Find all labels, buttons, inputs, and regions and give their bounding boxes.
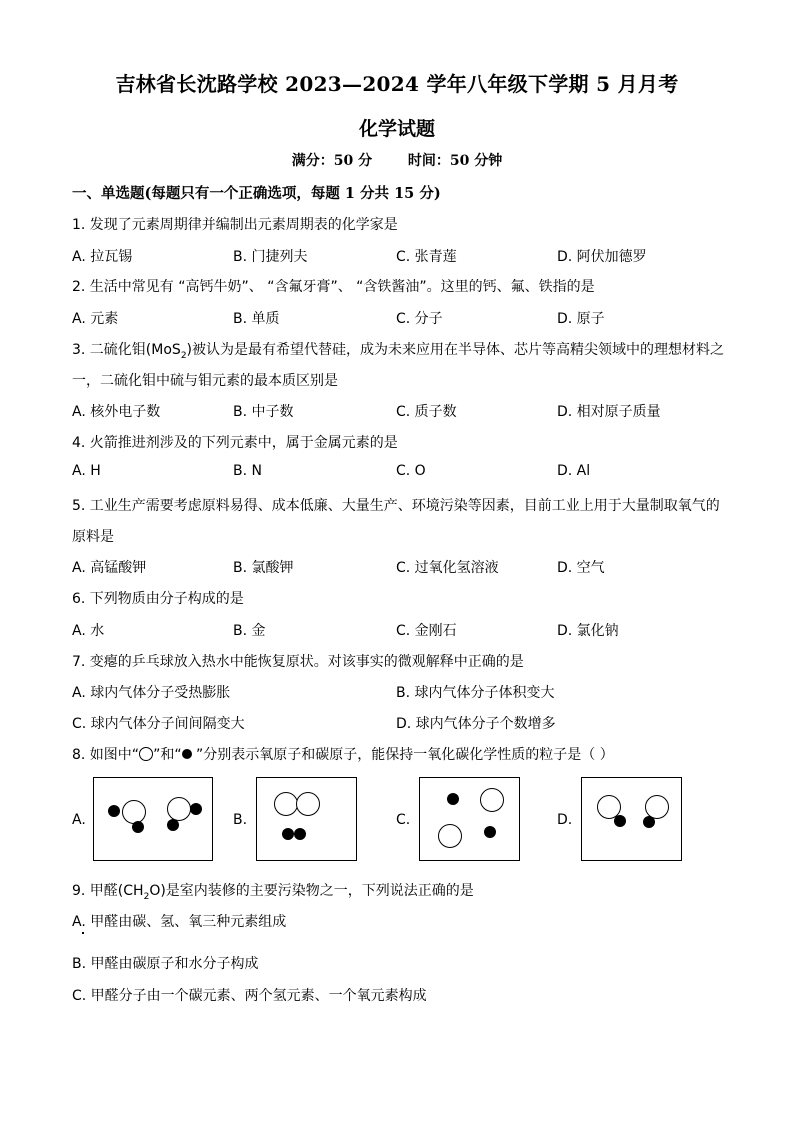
q8-option-b-diagram <box>256 777 357 861</box>
q9-option-a: A. 甲醛由碳、氢、氧三种元素组成 <box>72 914 287 930</box>
q7-option-a: A. 球内气体分子受热膨胀 <box>72 685 231 701</box>
carbon-atom-icon <box>167 819 179 831</box>
carbon-atom-legend-icon <box>182 749 192 759</box>
exam-info <box>0 150 794 170</box>
q3-option-a: A. 核外电子数 <box>72 404 161 420</box>
q5-option-b: B. 氯酸钾 <box>233 560 294 576</box>
q3-option-b: B. 中子数 <box>233 404 294 420</box>
q4-option-b: B. N <box>233 463 262 479</box>
q8-option-c-label: C. <box>396 812 411 828</box>
q8-option-c-diagram <box>419 777 520 861</box>
oxygen-atom-icon <box>480 788 504 812</box>
q1-option-a: A. 拉瓦锡 <box>72 249 133 265</box>
q6-option-a: A. 水 <box>72 623 105 639</box>
question-4-stem: 4. 火箭推进剂涉及的下列元素中，属于金属元素的是 <box>72 435 398 451</box>
q3-option-c: C. 质子数 <box>396 404 457 420</box>
stray-mark <box>82 932 84 934</box>
q4-option-d: D. Al <box>557 463 591 479</box>
carbon-atom-icon <box>108 805 120 817</box>
question-9-stem: 9. 甲醛$(CH_2O)$是室内装修的主要污染物之一，下列说法正确的是 <box>72 883 474 902</box>
q2-option-b: B. 单质 <box>233 311 280 327</box>
question-5-stem-line2: 原料是 <box>72 529 114 545</box>
carbon-atom-icon <box>643 816 655 828</box>
carbon-atom-icon <box>294 828 306 840</box>
q4-option-a: A. H <box>72 463 101 479</box>
question-1-stem: 1. 发现了元素周期律并编制出元素周期表的化学家是 <box>72 217 398 233</box>
carbon-atom-icon <box>132 821 144 833</box>
q8-option-d-diagram <box>581 777 682 861</box>
q1-option-c: C. 张青莲 <box>396 249 457 265</box>
oxygen-atom-icon <box>438 824 462 848</box>
q2-option-d: D. 原子 <box>557 311 605 327</box>
q4-option-c: C. O <box>396 463 426 479</box>
oxygen-atom-icon <box>274 792 298 816</box>
oxygen-atom-legend-icon <box>139 747 153 761</box>
q1-option-b: B. 门捷列夫 <box>233 249 308 265</box>
question-8-stem: 8. 如图中“ ”和“ ”分别表示氧原子和碳原子，能保持一氧化碳化学性质的粒子是（ ） <box>72 747 614 763</box>
q9-option-c: C. 甲醛分子由一个碳元素、两个氢元素、一个氧元素构成 <box>72 988 427 1004</box>
question-5-stem: 5. 工业生产需要考虑原料易得、成本低廉、大量生产、环境污染等因素，目前工业上用于大量制取氧气的 <box>72 498 720 514</box>
question-7-stem: 7. 变瘪的乒乓球放入热水中能恢复原状。对该事实的微观解释中正确的是 <box>72 654 524 670</box>
exam-subtitle: 化学试题 <box>358 118 435 140</box>
question-3-stem: 3. 二硫化钼(MoS$_2$)被认为是最有希望代替硅，成为未来应用在半导体、芯片等高精尖领域中的理想材料之 <box>72 342 725 361</box>
carbon-atom-icon <box>282 828 294 840</box>
q8-option-a-label: A. <box>72 812 86 828</box>
section-heading: 一、单选题(每题只有一个正确选项，每题 1 分共 15 分) <box>72 185 441 202</box>
q8-option-d-label: D. <box>557 812 573 828</box>
q2-option-a: A. 元素 <box>72 311 119 327</box>
carbon-atom-icon <box>190 803 202 815</box>
q7-option-d: D. 球内气体分子个数增多 <box>396 716 556 732</box>
q7-option-c: C. 球内气体分子间间隔变大 <box>72 716 245 732</box>
q8-option-b-label: B. <box>233 812 248 828</box>
carbon-atom-icon <box>447 793 459 805</box>
q8-option-a-diagram <box>93 777 213 861</box>
q2-option-c: C. 分子 <box>396 311 443 327</box>
q6-option-b: B. 金 <box>233 623 266 639</box>
question-2-stem: 2. 生活中常见有 “高钙牛奶”、 “含氟牙膏”、 “含铁酱油”。这里的钙、氟、铁指的是 <box>72 279 595 295</box>
q9-option-b: B. 甲醛由碳原子和水分子构成 <box>72 956 259 972</box>
oxygen-atom-icon <box>296 792 320 816</box>
exam-title: 吉林省长沈路学校 2023—2024 学年八年级下学期 5 月月考 <box>115 72 679 96</box>
carbon-atom-icon <box>484 826 496 838</box>
question-6-stem: 6. 下列物质由分子构成的是 <box>72 591 244 607</box>
q3-option-d: D. 相对原子质量 <box>557 404 661 420</box>
time-label: 时间：50 分钟 <box>407 153 503 169</box>
q5-option-a: A. 高锰酸钾 <box>72 560 147 576</box>
question-3-stem-line2: 一，二硫化钼中硫与钼元素的最本质区别是 <box>72 373 338 389</box>
q6-option-d: D. 氯化钠 <box>557 623 619 639</box>
carbon-atom-icon <box>614 815 626 827</box>
q5-option-c: C. 过氧化氢溶液 <box>396 560 499 576</box>
oxygen-atom-icon <box>167 797 191 821</box>
q1-option-d: D. 阿伏加德罗 <box>557 249 647 265</box>
q6-option-c: C. 金刚石 <box>396 623 457 639</box>
score-label: 满分：50 分 <box>291 153 373 169</box>
q5-option-d: D. 空气 <box>557 560 605 576</box>
oxygen-atom-icon <box>122 800 146 824</box>
q7-option-b: B. 球内气体分子体积变大 <box>396 685 555 701</box>
